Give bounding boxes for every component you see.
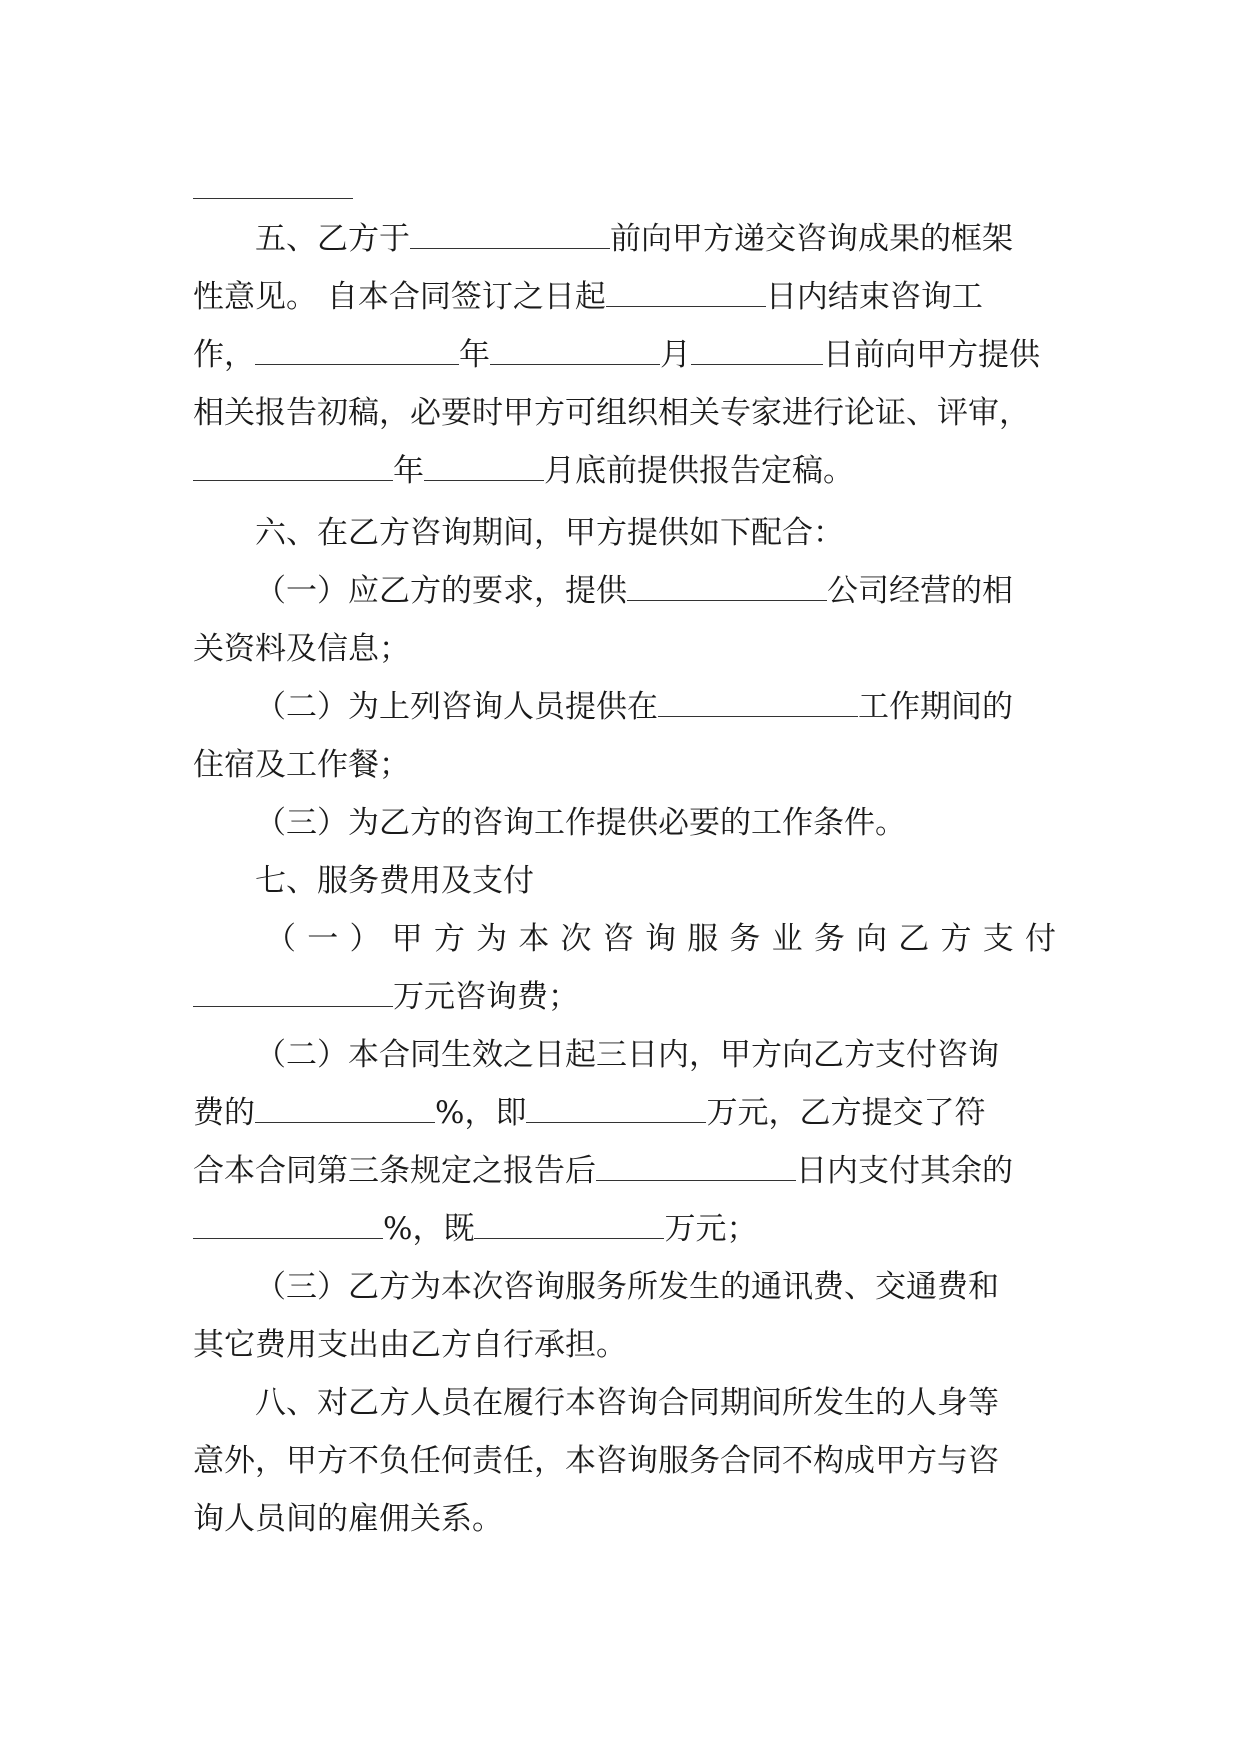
fill-blank [255, 1086, 435, 1123]
fill-blank [255, 328, 459, 365]
fill-blank [691, 328, 823, 365]
section-7-item-1-line-2: 万元咨询费； [193, 967, 1056, 1027]
fill-blank [627, 564, 827, 601]
section-7-item-2-line-4: %，既 万元； [193, 1199, 1056, 1259]
fill-blank [474, 1202, 664, 1239]
fill-blank [606, 270, 766, 307]
section-7-item-1-line-1: （ 一 ） 甲 方 为 本 次 咨 询 服 务 业 务 向 乙 方 支 付 [265, 921, 1056, 957]
section-7-item-3-line-2: 其它费用支出由乙方自行承担。 [193, 1327, 627, 1363]
section-5-line-4: 相关报告初稿，必要时甲方可组织相关专家进行论证、评审， [193, 395, 1030, 431]
section-8-line-3: 询人员间的雇佣关系。 [193, 1501, 503, 1537]
section-6-item-1-line-1: （一）应乙方的要求，提供 公司经营的相 [193, 561, 1056, 621]
section-5-line-2: 性意见。 自本合同签订之日起 日内结束咨询工 [193, 267, 1056, 327]
fill-blank [410, 212, 610, 249]
section-5-line-3: 作， 年 月 日前向甲方提供 [193, 325, 1056, 385]
section-5-line-5: 年 月底前提供报告定稿。 [193, 441, 1056, 501]
section-8-line-1: 八、对乙方人员在履行本咨询合同期间所发生的人身等 [255, 1385, 999, 1421]
section-6-item-2-line-1: （二）为上列咨询人员提供在 工作期间的 [193, 677, 1056, 737]
fill-blank [193, 1202, 383, 1239]
section-7-title: 七、服务费用及支付 [255, 863, 534, 899]
section-6-item-3: （三）为乙方的咨询工作提供必要的工作条件。 [255, 805, 906, 841]
fill-blank [490, 328, 660, 365]
section-7-item-2-line-1: （二）本合同生效之日起三日内，甲方向乙方支付咨询 [255, 1037, 999, 1073]
section-6-title: 六、在乙方咨询期间，甲方提供如下配合： [255, 515, 844, 551]
section-5-line-1: 五、乙方于 前向甲方递交咨询成果的框架 [193, 209, 1056, 269]
fill-blank [526, 1086, 706, 1123]
section-6-item-2-line-2: 住宿及工作餐； [193, 747, 410, 783]
section-8-line-2: 意外，甲方不负任何责任，本咨询服务合同不构成甲方与咨 [193, 1443, 999, 1479]
fill-blank [596, 1144, 796, 1181]
section-7-item-2-line-3: 合本合同第三条规定之报告后 日内支付其余的 [193, 1141, 1056, 1201]
continuation-blank-line [193, 198, 353, 199]
section-7-item-3-line-1: （三）乙方为本次咨询服务所发生的通讯费、交通费和 [255, 1269, 999, 1305]
fill-blank [193, 970, 393, 1007]
fill-blank [658, 680, 858, 717]
fill-blank [424, 444, 544, 481]
section-7-item-2-line-2: 费的 %，即 万元，乙方提交了符 [193, 1083, 1056, 1143]
fill-blank [193, 444, 393, 481]
section-6-item-1-line-2: 关资料及信息； [193, 631, 410, 667]
